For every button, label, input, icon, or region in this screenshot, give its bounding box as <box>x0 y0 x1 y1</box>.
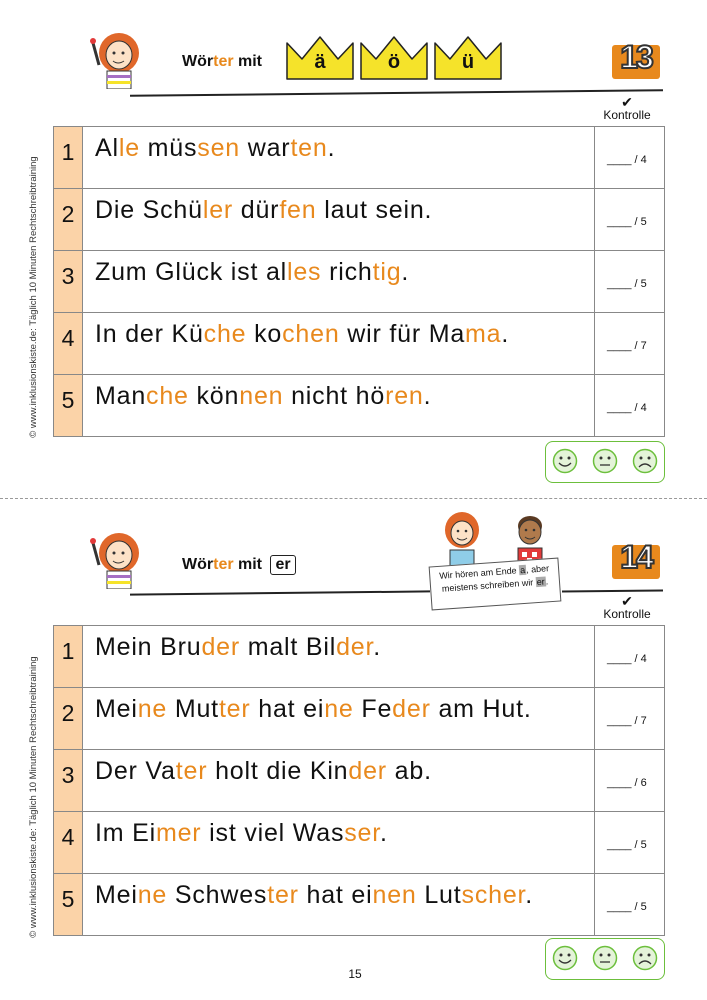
score-field[interactable] <box>594 750 664 811</box>
row-number: 2 <box>54 189 83 250</box>
kontrolle-label <box>592 595 662 621</box>
badge-number: 13 <box>620 39 652 75</box>
sentence-text: ko <box>246 320 283 348</box>
syllable-highlight: ser <box>344 819 380 847</box>
table-row <box>54 127 664 188</box>
sentence <box>95 196 432 225</box>
score-text: ____ / 6 <box>607 777 647 789</box>
score-field[interactable] <box>594 812 664 873</box>
happy-smiley-icon[interactable] <box>552 448 578 474</box>
syllable-highlight: der <box>348 757 387 785</box>
girl-illustration <box>85 25 149 89</box>
exercise-title <box>182 53 262 71</box>
sentence <box>95 258 409 287</box>
syllable-highlight: ne <box>137 881 168 909</box>
crown-letter: ä <box>314 51 326 73</box>
crown <box>432 33 504 83</box>
row-number: 1 <box>54 626 83 687</box>
table-row <box>54 749 664 811</box>
sentence-text: ist viel Was <box>201 819 345 847</box>
sentence-text: . <box>525 881 534 909</box>
sentence <box>95 881 533 910</box>
row-number: 5 <box>54 874 83 935</box>
sentence-text: Al <box>95 134 119 162</box>
sentence-text: Man <box>95 382 147 410</box>
hint-sign <box>429 558 562 611</box>
sentence <box>95 695 532 724</box>
sentence <box>95 320 509 349</box>
sentence <box>95 382 431 411</box>
sign-highlight: a <box>519 564 526 576</box>
sentence-text: dür <box>233 196 280 224</box>
syllable-highlight: ne <box>324 695 354 723</box>
crown-letter: ö <box>387 51 401 73</box>
sentence-text: . <box>401 258 410 286</box>
page-number: 15 <box>348 967 362 981</box>
table-row <box>54 811 664 873</box>
sentence-text: laut sein. <box>316 196 433 224</box>
score-text: ____ / 5 <box>607 839 647 851</box>
badge-number: 14 <box>620 539 652 575</box>
sentence-text: Fe <box>353 695 393 723</box>
sentence-text: Zum Glück ist al <box>95 258 287 286</box>
syllable-highlight: ler <box>202 196 234 224</box>
sentence <box>95 819 388 848</box>
sign-text: , aber <box>525 563 550 575</box>
neutral-smiley-icon[interactable] <box>592 448 618 474</box>
check-icon: ✔ <box>621 593 633 609</box>
table-row <box>54 250 664 312</box>
table-row <box>54 374 664 436</box>
syllable-highlight: der <box>336 633 374 661</box>
row-number: 4 <box>54 812 83 873</box>
score-field[interactable] <box>594 127 664 188</box>
row-number: 5 <box>54 375 83 436</box>
sentence-text: In der Kü <box>95 320 204 348</box>
syllable-highlight: le <box>118 134 140 162</box>
syllable-highlight: ter <box>267 881 299 909</box>
kontrolle-text: Kontrolle <box>603 108 651 122</box>
self-assessment-smileys <box>545 938 665 980</box>
neutral-smiley-icon[interactable] <box>592 945 618 971</box>
check-icon: ✔ <box>621 94 633 110</box>
copyright-note: © www.inklusionskiste.de: Täglich 10 Minuten Rechtschreibtraining <box>28 156 39 438</box>
sentence-text: Der Va <box>95 757 176 785</box>
sad-smiley-icon[interactable] <box>632 448 658 474</box>
table-row <box>54 312 664 374</box>
score-field[interactable] <box>594 626 664 687</box>
syllable-highlight: che <box>146 382 189 410</box>
sentence-text: Mein Bru <box>95 633 202 661</box>
sentence-text: . <box>380 819 388 847</box>
score-field[interactable] <box>594 688 664 749</box>
exercise-number-badge <box>612 539 660 579</box>
sign-text: . <box>545 576 549 587</box>
sentence-table <box>53 625 665 936</box>
sentence-text: Die Schü <box>95 196 203 224</box>
title-part: mit <box>233 53 263 70</box>
section-divider <box>0 498 707 499</box>
syllable-highlight: ren <box>385 382 424 410</box>
syllable-highlight: fen <box>279 196 317 224</box>
sentence <box>95 633 381 662</box>
table-row <box>54 626 664 687</box>
score-field[interactable] <box>594 313 664 374</box>
sentence-table <box>53 126 665 437</box>
sentence-text: . <box>501 320 510 348</box>
crown <box>284 33 356 83</box>
table-row <box>54 188 664 250</box>
crown-letter: ü <box>461 51 475 73</box>
syllable-highlight: sen <box>197 134 240 162</box>
syllable-highlight: nen <box>372 881 417 909</box>
girl-illustration <box>85 525 149 589</box>
sentence <box>95 134 335 163</box>
self-assessment-smileys <box>545 441 665 483</box>
syllable-highlight: che <box>203 320 247 348</box>
sentence-text: ab. <box>386 757 432 785</box>
sentence-text: Schwes <box>167 881 268 909</box>
score-text: ____ / 7 <box>607 340 647 352</box>
header-rule <box>562 589 663 592</box>
exercise-number-badge <box>612 39 660 79</box>
sentence-text: hat ei <box>298 881 373 909</box>
score-field[interactable] <box>594 375 664 436</box>
kontrolle-text: Kontrolle <box>603 607 651 621</box>
exercise-title <box>182 555 296 575</box>
syllable-highlight: der <box>392 695 431 723</box>
kontrolle-label <box>592 96 662 122</box>
sentence-text: hat ei <box>250 695 325 723</box>
crown <box>358 33 430 83</box>
sad-smiley-icon[interactable] <box>632 945 658 971</box>
syllable-highlight: les <box>287 258 322 286</box>
syllable-highlight: mer <box>155 819 202 847</box>
syllable-highlight: ter <box>218 695 251 723</box>
happy-smiley-icon[interactable] <box>552 945 578 971</box>
table-row <box>54 687 664 749</box>
sentence-text: Mei <box>95 881 138 909</box>
title-part: Wör <box>182 556 214 573</box>
sentence-text: . <box>373 633 381 661</box>
row-number: 4 <box>54 313 83 374</box>
row-number: 1 <box>54 127 83 188</box>
sign-highlight: er <box>536 576 546 588</box>
score-text: ____ / 4 <box>607 653 647 665</box>
table-row <box>54 873 664 935</box>
score-text: ____ / 4 <box>607 154 647 166</box>
sentence-text: Mut <box>167 695 219 723</box>
score-field[interactable] <box>594 189 664 250</box>
row-number: 3 <box>54 251 83 312</box>
syllable-highlight: tig <box>372 258 402 286</box>
sign-text: meistens schreiben wir <box>441 577 534 594</box>
sentence-text: müs <box>139 134 198 162</box>
sentence-text: war <box>240 134 291 162</box>
syllable-highlight: der <box>201 633 240 661</box>
sentence-text: wir für Ma <box>339 320 466 348</box>
score-field[interactable] <box>594 251 664 312</box>
score-field[interactable] <box>594 874 664 935</box>
sentence-text: nicht hö <box>283 382 386 410</box>
score-text: ____ / 7 <box>607 715 647 727</box>
syllable-highlight: scher <box>461 881 526 909</box>
row-number: 3 <box>54 750 83 811</box>
title-highlight: ter <box>213 53 234 70</box>
syllable-highlight: ten <box>290 134 328 162</box>
row-number: 2 <box>54 688 83 749</box>
letter-box: er <box>270 555 295 575</box>
sentence-text: . <box>423 382 432 410</box>
syllable-highlight: ne <box>137 695 168 723</box>
sentence-text: rich <box>321 258 373 286</box>
sentence-text: . <box>327 134 336 162</box>
sentence-text: malt Bil <box>239 633 337 661</box>
score-text: ____ / 5 <box>607 216 647 228</box>
syllable-highlight: chen <box>282 320 340 348</box>
title-part: Wör <box>182 53 214 70</box>
score-text: ____ / 4 <box>607 402 647 414</box>
score-text: ____ / 5 <box>607 278 647 290</box>
syllable-highlight: ma <box>465 320 502 348</box>
sign-text: Wir hören am Ende <box>438 565 517 581</box>
copyright-note: © www.inklusionskiste.de: Täglich 10 Minuten Rechtschreibtraining <box>28 656 39 938</box>
sentence <box>95 757 432 786</box>
sentence-text: Mei <box>95 695 138 723</box>
sentence-text: Im Ei <box>95 819 156 847</box>
title-highlight: ter <box>213 556 234 573</box>
header-rule <box>130 89 663 97</box>
sentence-text: holt die Kin <box>207 757 349 785</box>
sentence-text: kön <box>188 382 240 410</box>
sentence-text: Lut <box>416 881 462 909</box>
header-rule <box>130 590 430 595</box>
score-text: ____ / 5 <box>607 901 647 913</box>
title-part: mit <box>233 556 263 573</box>
sentence-text: am Hut. <box>430 695 532 723</box>
syllable-highlight: ter <box>175 757 208 785</box>
syllable-highlight: nen <box>239 382 284 410</box>
